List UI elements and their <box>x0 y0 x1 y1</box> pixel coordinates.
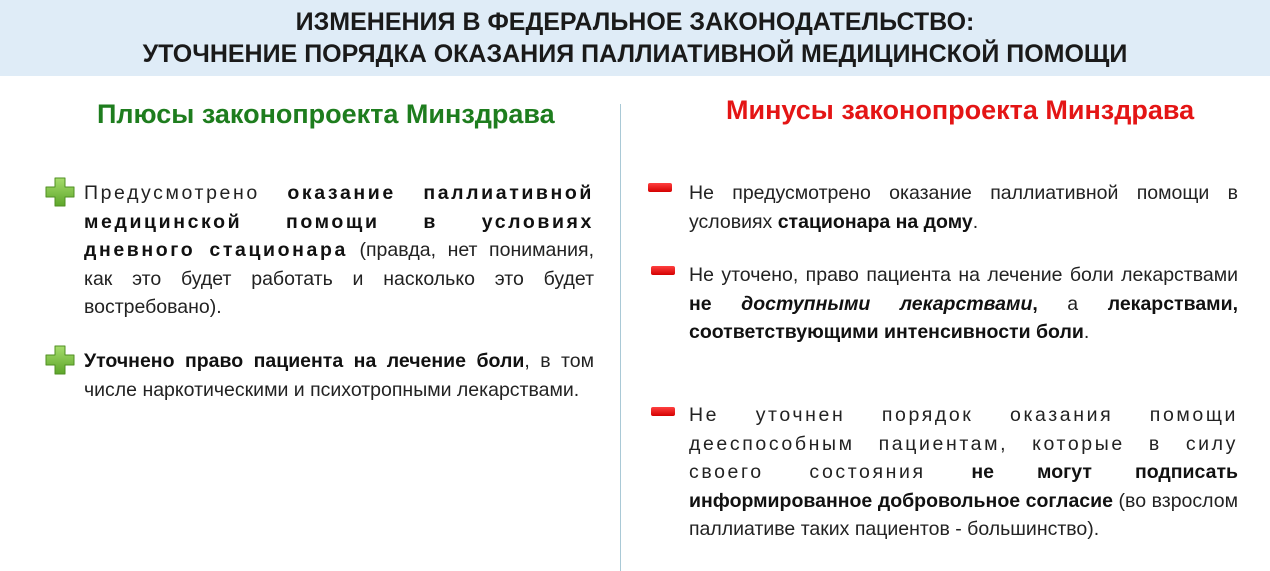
plus-icon <box>44 176 76 208</box>
pros-item-1-text: (правда, нет понимания, как это будет работать и насколько это будет востребовано). <box>84 239 595 319</box>
cons-item-2 <box>689 261 1238 347</box>
cons-column-title: Минусы законопроекта Минздрава <box>726 95 1195 125</box>
minus-icon <box>651 407 675 416</box>
cons-item-3-text: Не уточнен порядок оказания помощи дееспособным пациентам, которые в силу своего состояния <box>689 404 1238 484</box>
minus-icon <box>651 266 675 275</box>
cons-item-1-text: Не предусмотрено оказание паллиативной помощи в условиях <box>689 182 1238 233</box>
cons-item-2-italic: доступными лекарствами <box>741 292 1033 315</box>
cons-item-1-text: . <box>972 210 979 233</box>
cons-item-2-bold: лекарствами, соответствующими интенсивности боли <box>689 292 1238 344</box>
cons-item-2-text: Не уточено, право пациента на лечение боли лекарствами <box>689 264 1238 286</box>
plus-icon <box>44 344 76 376</box>
slide-header <box>0 0 1270 76</box>
pros-item-2 <box>84 347 594 404</box>
cons-item-2-bold: , <box>1032 292 1038 315</box>
pros-item-1-text: Предусмотрено <box>84 182 288 204</box>
header-title-line-2: УТОЧНЕНИЕ ПОРЯДКА ОКАЗАНИЯ ПАЛЛИАТИВНОЙ МЕДИЦИНСКОЙ ПОМОЩИ <box>142 40 1128 68</box>
cons-item-1-bold: стационара на дому <box>777 210 973 233</box>
header-title-line-1: ИЗМЕНЕНИЯ В ФЕДЕРАЛЬНОЕ ЗАКОНОДАТЕЛЬСТВО: <box>295 8 975 36</box>
pros-column-title: Плюсы законопроекта Минздрава <box>97 99 555 129</box>
cons-item-2-bold: не <box>689 292 742 315</box>
minus-icon <box>648 183 672 192</box>
cons-item-2-text: . <box>1083 321 1090 344</box>
cons-item-2-text: а <box>1037 292 1108 315</box>
cons-item-3-bold: не могут подписать информированное добровольное согласие <box>689 461 1238 512</box>
cons-item-3 <box>689 401 1238 544</box>
pros-item-2-text: , в том числе наркотическими и психотропными лекарствами. <box>84 350 594 401</box>
pros-item-1-bold: оказание паллиативной медицинской помощи в условиях дневного стационара <box>84 182 594 262</box>
cons-item-1 <box>689 179 1238 236</box>
cons-item-2-bold-italic <box>741 293 1032 315</box>
cons-item-3-text: (во взрослом паллиативе таких пациентов - большинство). <box>689 489 1238 541</box>
column-divider <box>620 104 621 571</box>
pros-item-1 <box>84 179 594 322</box>
pros-item-2-bold: Уточнено право пациента на лечение боли <box>84 350 525 372</box>
